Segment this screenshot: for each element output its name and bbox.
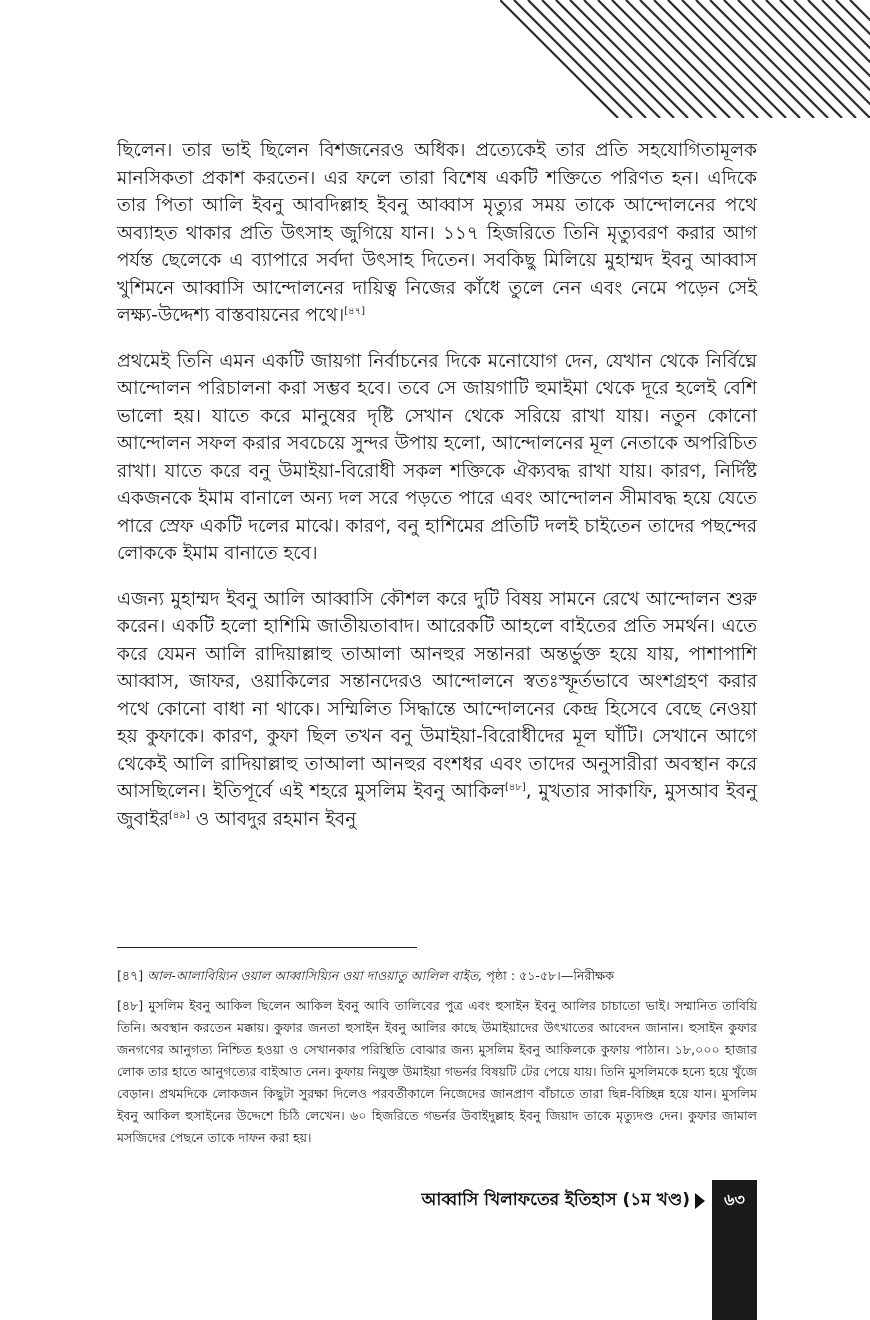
paragraph-text: , মুখতার সাকাফি, মুসআব ইবনু জুবাইর bbox=[117, 781, 757, 830]
footnote-ref-48[interactable]: [৪৮] bbox=[505, 781, 526, 793]
footnote-ref-47[interactable]: [৪৭] bbox=[344, 305, 365, 317]
paragraph-text: এজন্য মুহাম্মদ ইবনু আলি আব্বাসি কৌশল করে দুটি বিষয় সামনে রেখে আন্দোলন শুরু করেন। একটি হলো হাশিমি জাতীয়তাবাদ। আরেকটি আহলে বাইতের প্রতি সমর্থন। এতে করে যেমন আলি রাদিয়াল্লাহু তাআলা আনহুর সন্তানরা অন্তর্ভুক্ত হয়ে যায়, পাশাপাশি আব্বাস, জাফর, ওয়াকিলের সন্তানদেরও আন্দোলনে স্বতঃস্ফূর্তভাবে অংশগ্রহণ করার পথে কোনো বাধা না থাকে। সম্মিলিত সিদ্ধান্তে আন্দোলনের কেন্দ্র হিসেবে বেছে নেওয়া হয় কুফাকে। কারণ, কুফা ছিল তখন বনু উমাইয়া-বিরোধীদের মূল ঘাঁটি। সেখানে আগে থেকেই আলি রাদিয়াল্লাহু তাআলা আনহুর বংশধর এবং তাদের অনুসারীরা অবস্থান করে আসছিলেন। ইতিপূর্বে এই শহরে মুসলিম ইবনু আকিল bbox=[117, 588, 757, 802]
footnote-ref-49[interactable]: [৪৯] bbox=[169, 809, 190, 821]
page-number-tab bbox=[712, 1180, 757, 1320]
paragraph-text: ও আবদুর রহমান ইবনু bbox=[189, 808, 357, 830]
decorative-stripes bbox=[500, 0, 870, 118]
paragraph-text: প্রথমেই তিনি এমন একটি জায়গা নির্বাচনের দিকে মনোযোগ দেন, যেখান থেকে নির্বিঘ্নে আন্দোলন পরিচালনা করা সম্ভব হবে। তবে সে জায়গাটি হুমাইমা থেকে দূরে হলেই বেশি ভালো হয়। যাতে করে মানুষের দৃষ্টি সেখান থেকে সরিয়ে রাখা যায়। নতুন কোনো আন্দোলন সফল করার সবচেয়ে সুন্দর উপায় হলো, আন্দোলনের মূল নেতাকে অপরিচিত রাখা। যাতে করে বনু উমাইয়া-বিরোধী সকল শক্তিকে ঐক্যবদ্ধ রাখা যায়। কারণ, নির্দিষ্ট একজনকে ইমাম বানালে অন্য দল সরে পড়তে পারে এবং আন্দোলন সীমাবদ্ধ হয়ে যেতে পারে স্রেফ একটি দলের মাঝে। কারণ, বনু হাশিমের প্রতিটি দলই চাইতেন তাদের পছন্দের লোককে ইমাম বানাতে হবে। bbox=[117, 350, 757, 564]
footnote-source-title: আল-আলাবিয়্যিন ওয়াল আব্বাসিয়্যিন ওয়া দাওয়াতু আলিল বাইত, bbox=[147, 968, 483, 983]
triangle-arrow-icon bbox=[695, 1193, 705, 1209]
footnote-47 bbox=[117, 965, 757, 987]
footnote-marker: [৪৭] bbox=[117, 968, 144, 983]
paragraph-1 bbox=[117, 137, 757, 330]
page-number: ৬৩ bbox=[724, 1190, 745, 1209]
body-text bbox=[117, 137, 757, 851]
footnote-marker: [৪৮] bbox=[117, 998, 144, 1013]
paragraph-text: ছিলেন। তার ভাই ছিলেন বিশজনেরও অধিক। প্রত্যেকেই তার প্রতি সহযোগিতামূলক মানসিকতা প্রকাশ করতেন। এর ফলে তারা বিশেষ একটি শক্তিতে পরিণত হন। এদিকে তার পিতা আলি ইবনু আবদিল্লাহ ইবনু আব্বাস মৃত্যুর সময় তাকে আন্দোলনের পথে অব্যাহত থাকার প্রতি উৎসাহ জুগিয়ে যান। ১১৭ হিজরিতে তিনি মৃত্যুবরণ করার আগ পর্যন্ত ছেলেকে এ ব্যাপারে সর্বদা উৎসাহ দিতেন। সবকিছু মিলিয়ে মুহাম্মদ ইবনু আব্বাস খুশিমনে আব্বাসি আন্দোলনের দায়িত্ব নিজের কাঁধে তুলে নেন এবং নেমে পড়েন সেই লক্ষ্য-উদ্দেশ্য বাস্তবায়নের পথে। bbox=[117, 140, 757, 326]
paragraph-2 bbox=[117, 348, 757, 568]
footnotes bbox=[117, 965, 757, 1157]
footnote-text: পৃষ্ঠা : ৫১-৫৮।—নিরীক্ষক bbox=[482, 968, 615, 983]
running-footer-title: আব্বাসি খিলাফতের ইতিহাস (১ম খণ্ড) bbox=[421, 1190, 690, 1210]
paragraph-3 bbox=[117, 586, 757, 834]
footnote-divider bbox=[117, 947, 417, 948]
footnote-text: মুসলিম ইবনু আকিল ছিলেন আকিল ইবনু আবি তালিবের পুত্র এবং হুসাইন ইবনু আলির চাচাতো ভাই। সম্মানিত তাবিয়ি তিনি। অবস্থান করতেন মক্কায়। কুফার জনতা হুসাইন ইবনু আলির কাছে উমাইয়াদের উৎখাতের আবেদন জানান। হুসাইন কুফার জনগণের আনুগত্য নিশ্চিত হওয়া ও সেখানকার পরিস্থিতি বোঝার জন্য মুসলিম ইবনু আকিলকে কুফায় পাঠান। ১৮,০০০ হাজার লোক তার হাতে আনুগত্যের বাইআত নেন। কুফায় নিযুক্ত উমাইয়া গভর্নর বিষয়টি টের পেয়ে যায়। তিনি মুসলিমকে হন্যে হয়ে খুঁজে বেড়ান। প্রথমদিকে লোকজন কিছুটা সুরক্ষা দিলেও পরবর্তীকালে নিজেদের জানপ্রাণ বাঁচাতে তারা ছিন্ন-বিচ্ছিন্ন হয়ে যান। মুসলিম ইবনু আকিল হুসাইনের উদ্দেশে চিঠি লেখেন। ৬০ হিজরিতে গভর্নর উবাইদুল্লাহ ইবনু জিয়াদ তাকে মৃত্যুদণ্ড দেন। কুফার জামাল মসজিদের পেছনে তাকে দাফন করা হয়। bbox=[117, 998, 757, 1145]
footnote-48 bbox=[117, 995, 757, 1149]
